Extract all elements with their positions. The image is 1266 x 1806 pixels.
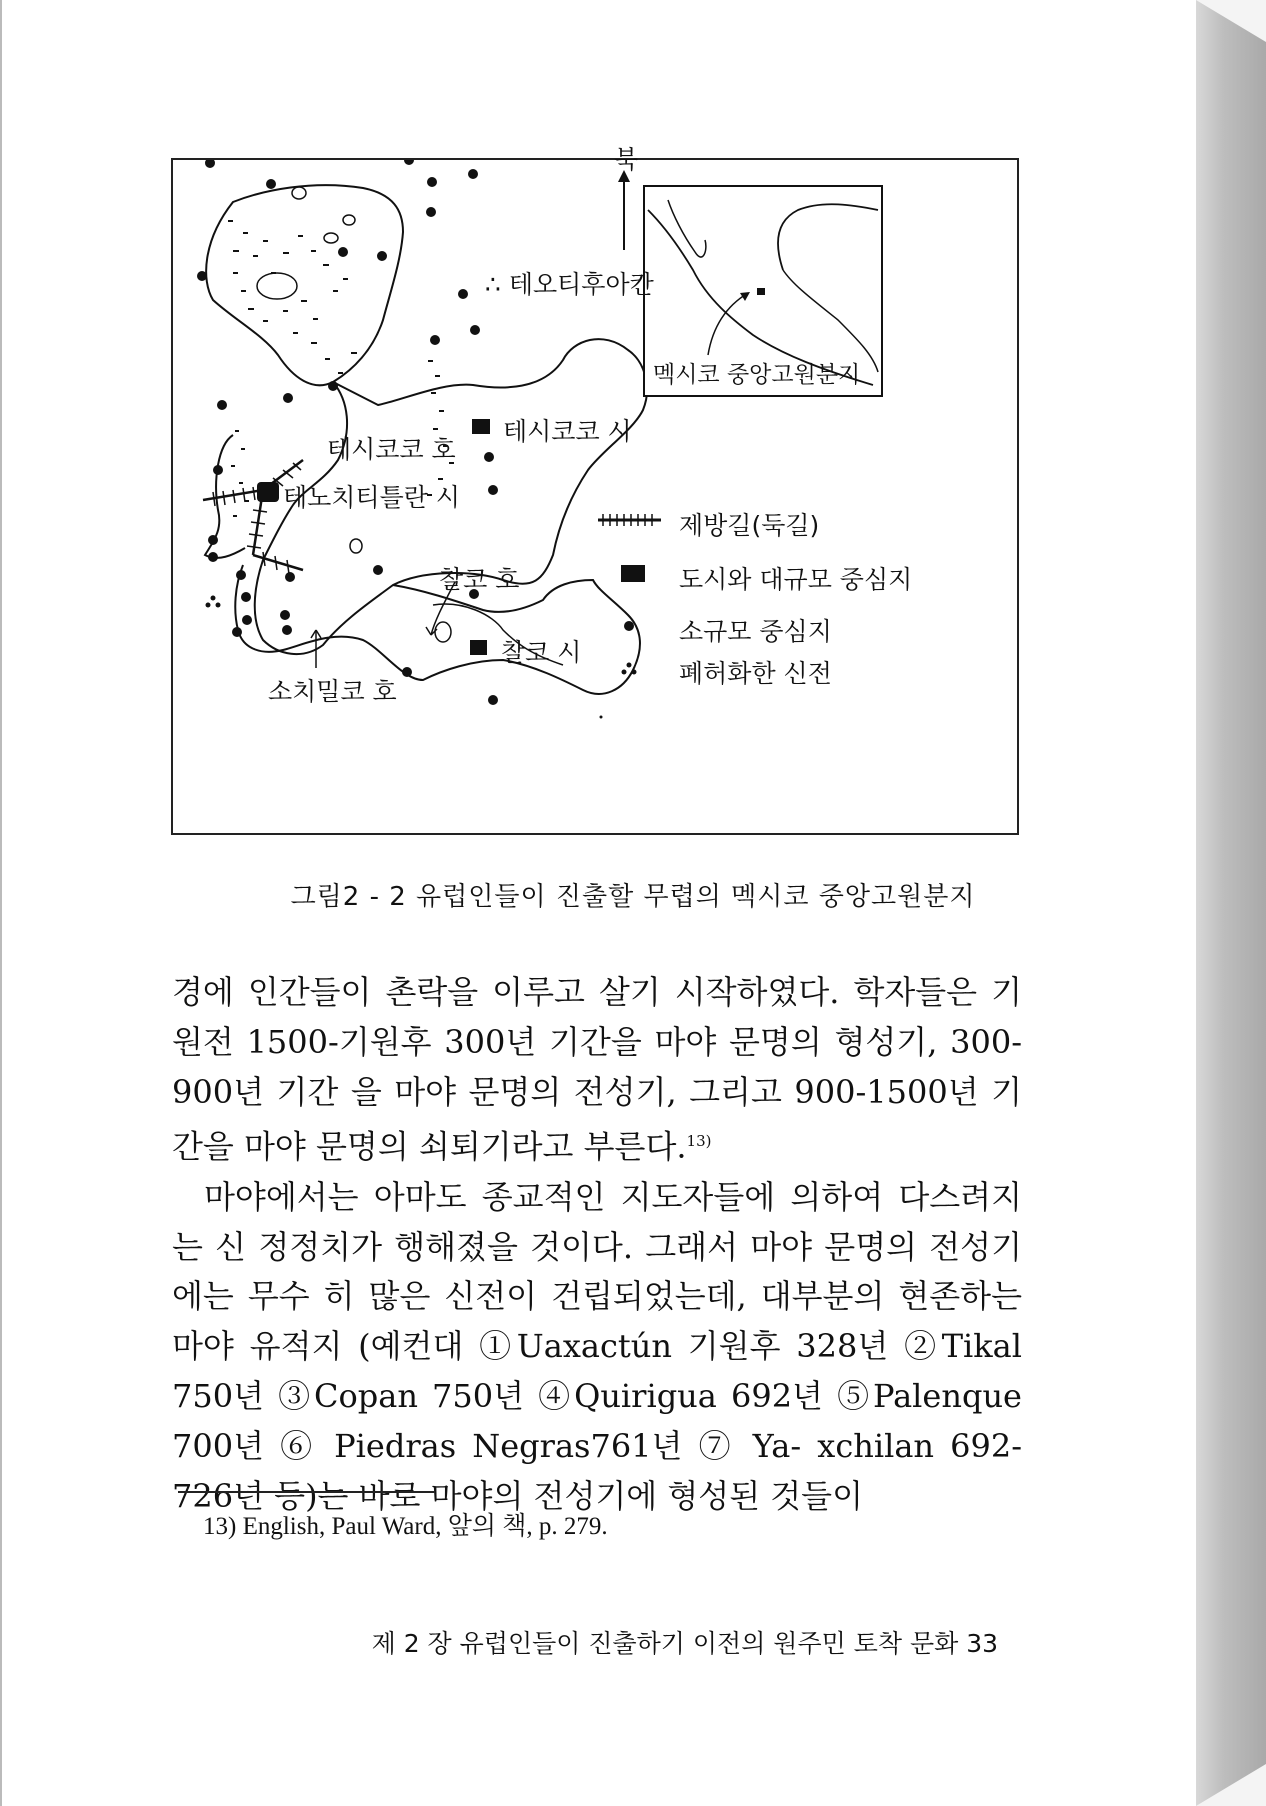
island [435,622,451,642]
chalco-city-marker [470,640,487,655]
text-line: xchilan 692-726년 등)는 바로 마야의 전성기에 형성된 것들이 [172,1426,1023,1515]
text-line: 정정치가 행해졌을 것이다. 그래서 마야 문명의 전성기에는 무수 [172,1227,1023,1316]
tenochtitlan-city-marker [257,482,279,502]
inset-basin-label: 멕시코 중앙고원분지 [653,362,861,388]
lake-texcoco-label: 테시코코 호 [327,435,456,464]
legend-small-center-label: 소규모 중심지 [679,617,832,646]
text-line: (예컨대 ①Uaxactún 기원후 328년 ②Tikal 750년 ③Copan 750년 [172,1327,1022,1416]
chalco-city-label: 찰코 시 [501,638,582,667]
island [343,215,355,225]
text-line: ④Quirigua 692년 ⑤Palenque 700년 ⑥ Piedras Negras761년 ⑦ Ya- [172,1377,1022,1465]
text-line: 마야에서는 아마도 종교적인 지도자들에 의하여 다스려지는 신 [172,1177,1022,1266]
text-line: 쇠퇴기라고 부른다. [418,1128,687,1167]
marsh-stipple [228,220,454,517]
paragraph-1 [172,968,1022,1173]
island [292,187,306,199]
island [350,539,362,553]
text-line: 경에 인간들이 촌락을 이루고 살기 시작하였다. 학자들은 기원전 [172,973,1022,1061]
northern-lake-outline [206,185,403,385]
texcoco-city-label: 테시코코 시 [503,417,632,446]
north-label: 북 [614,145,639,174]
texcoco-city-marker [472,419,490,434]
tenochtitlan-label: 테노치티틀란 시 [283,483,460,512]
text-line: 히 많은 신전이 건립되었는데, 대부분의 현존하는 마야 유적지 [172,1277,1022,1366]
island [324,233,338,243]
teotihuacan-label: ∴ 테오티후아칸 [485,270,654,299]
inset-basin-marker [757,288,765,295]
text-line: 을 마야 문명의 전성기, 그리고 900-1500년 기간을 마야 문명의 [172,1072,1022,1167]
legend-ruin-label: 폐허화한 신전 [679,659,832,688]
footnote-rule [178,1491,435,1493]
footnote-reference: 13) [686,1132,712,1151]
running-footer: 제 2 장 유럽인들이 진출하기 이전의 원주민 토착 문화 33 [371,1629,998,1658]
lake-chalco-label: 찰코 호 [439,565,520,594]
legend-causeway-label: 제방길(둑길) [679,511,820,540]
legend-city-label: 도시와 대규모 중심지 [679,565,913,594]
figure-caption: 그림2 - 2 유럽인들이 진출할 무렵의 멕시코 중앙고원분지 [290,882,976,912]
body-text [172,968,1022,1521]
paragraph-2 [172,1173,1022,1522]
text-line: 1500-기원후 300년 기간을 마야 문명의 형성기, 300-900년 기간 [172,1022,1023,1111]
footnote: 13) English, Paul Ward, 앞의 책, p. 279. [203,1513,608,1540]
map-figure [171,145,1019,835]
island [257,273,297,299]
lake-xochimilco-label: 소치밀코 호 [268,677,397,706]
ruin-symbol [206,596,221,608]
